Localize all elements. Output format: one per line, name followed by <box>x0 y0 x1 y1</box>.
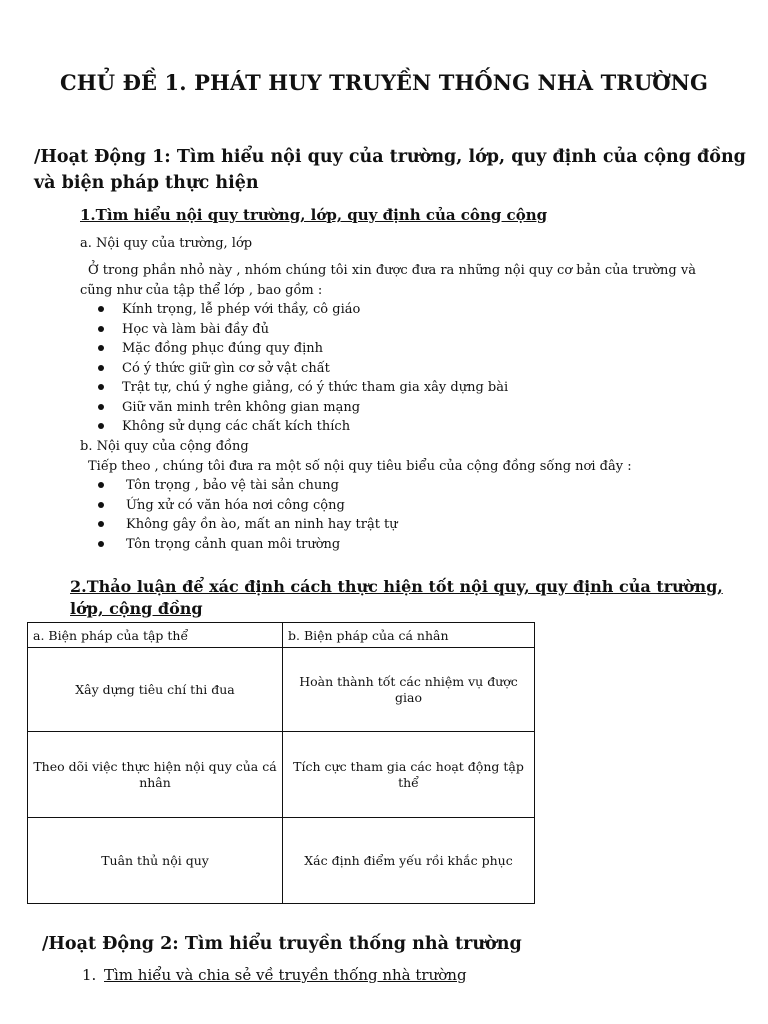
activity-1-heading: /Hoạt Động 1: Tìm hiểu nội quy của trường, lớp, quy định của cộng đồng và biện pháp thực hiện <box>34 147 746 193</box>
bullet-icon <box>98 423 104 429</box>
table-header-collective: a. Biện pháp của tập thể <box>28 623 283 648</box>
table-row <box>28 732 535 818</box>
item-text: Tìm hiểu và chia sẻ về truyền thống nhà trường <box>104 966 467 984</box>
part-b-label: b. Nội quy của cộng đồng <box>80 439 249 454</box>
list-item: Có ý thức giữ gìn cơ sở vật chất <box>122 359 508 379</box>
part-a-label: a. Nội quy của trường, lớp <box>80 236 253 251</box>
list-item: Tôn trọng , bảo vệ tài sản chung <box>126 476 398 496</box>
activity-2-heading: /Hoạt Động 2: Tìm hiểu truyền thống nhà trường <box>42 934 522 954</box>
list-item: Học và làm bài đầy đủ <box>122 320 508 340</box>
table-row <box>28 648 535 732</box>
list-item: Trật tự, chú ý nghe giảng, có ý thức tham gia xây dựng bài <box>122 378 508 398</box>
list-item: Không sử dụng các chất kích thích <box>122 417 508 437</box>
list-item: Giữ văn minh trên không gian mạng <box>122 398 508 418</box>
table-cell: Tích cực tham gia các hoạt động tập thể <box>283 732 535 818</box>
school-rules-list <box>122 300 508 437</box>
table-row <box>28 818 535 904</box>
bullet-icon <box>98 502 104 508</box>
table-header-individual: b. Biện pháp của cá nhân <box>283 623 535 648</box>
document-title: CHỦ ĐỀ 1. PHÁT HUY TRUYỀN THỐNG NHÀ TRƯỜNG <box>59 70 708 95</box>
list-item: Tôn trọng cảnh quan môi trường <box>126 535 398 555</box>
section-2-title: 2.Thảo luận để xác định cách thực hiện tốt nội quy, quy định của trường, lớp, cộng đồng <box>70 577 723 618</box>
part-a-intro: Ở trong phần nhỏ này , nhóm chúng tôi xin được đưa ra những nội quy cơ bản của trường và cũng như của tập thể lớp , bao gồm : <box>80 263 696 298</box>
bullet-icon <box>98 345 104 351</box>
bullet-icon <box>98 521 104 527</box>
table-cell: Hoàn thành tốt các nhiệm vụ được giao <box>283 648 535 732</box>
list-item: Không gây ồn ào, mất an ninh hay trật tự <box>126 515 398 535</box>
bullet-icon <box>98 306 104 312</box>
activity-2-item-1 <box>82 966 467 984</box>
list-item: Ứng xử có văn hóa nơi công cộng <box>126 496 398 516</box>
bullet-icon <box>98 541 104 547</box>
bullet-icon <box>98 404 104 410</box>
item-number: 1. <box>82 966 97 984</box>
bullet-icon <box>98 365 104 371</box>
table-cell: Xây dựng tiêu chí thi đua <box>28 648 283 732</box>
section-1-title: 1.Tìm hiểu nội quy trường, lớp, quy định của công cộng <box>80 206 548 224</box>
bullet-icon <box>98 482 104 488</box>
part-b-intro: Tiếp theo , chúng tôi đưa ra một số nội quy tiêu biểu của cộng đồng sống nơi đây : <box>88 459 632 474</box>
table-cell: Theo dõi việc thực hiện nội quy của cá nhân <box>28 732 283 818</box>
measures-table <box>27 622 535 904</box>
table-header-row <box>28 623 535 648</box>
table-cell: Tuân thủ nội quy <box>28 818 283 904</box>
bullet-icon <box>98 384 104 390</box>
community-rules-list <box>126 476 398 554</box>
list-item: Mặc đồng phục đúng quy định <box>122 339 508 359</box>
bullet-icon <box>98 326 104 332</box>
table-cell: Xác định điểm yếu rồi khắc phục <box>283 818 535 904</box>
list-item: Kính trọng, lễ phép với thầy, cô giáo <box>122 300 508 320</box>
